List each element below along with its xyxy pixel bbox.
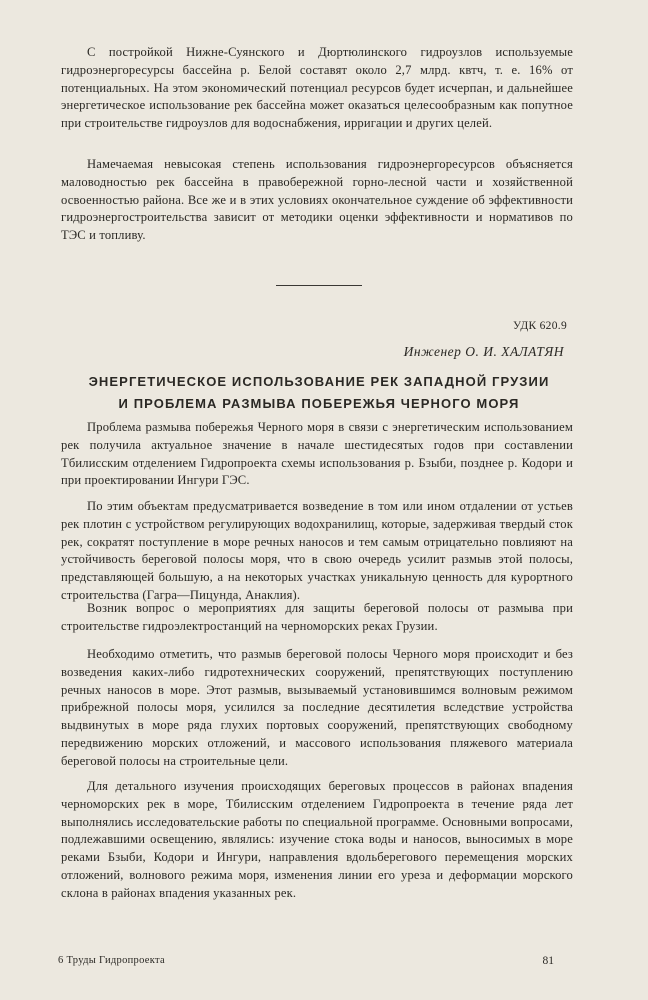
printer-signature: 6 Труды Гидропроекта bbox=[58, 955, 165, 966]
article-paragraph-3 bbox=[61, 600, 573, 636]
paragraph-text: Возник вопрос о мероприятиях для защиты береговой полосы от размыва при строительстве гидроэлектростанций на черноморских реках Грузии. bbox=[61, 601, 573, 633]
intro-paragraph-1 bbox=[61, 44, 573, 133]
article-author: Инженер О. И. ХАЛАТЯН bbox=[403, 344, 564, 359]
udk-code: УДК 620.9 bbox=[513, 320, 567, 332]
paragraph-text: Намечаемая невысокая степень использования гидроэнергоресурсов объясняется маловодностью рек бассейна в правобережной горно-лесной части и хозяйственной освоенностью района. Все же и в этих условиях окончательное суждение об эффективности гидроэнергостроительства зависит от методики оценки эффективности и нормативов по ТЭС и топливу. bbox=[61, 157, 573, 243]
paragraph-text: По этим объектам предусматривается возведение в том или ином отдалении от устьев рек плотин с устройством регулирующих водохранилищ, которые, задерживая твердый сток рек, сократят поступление в море речных наносов и тем самым отрицательно повлияют на устойчивость береговой полосы моря, что в свою очередь усилит размыв этой полосы, представляющей большую, а на некоторых участках уникальную ценность для курортного строительства (Гагра—Пицунда, Анаклия). bbox=[61, 499, 573, 602]
paragraph-text: Проблема размыва побережья Черного моря в связи с энергетическим использованием рек получила актуальное значение в начале шестидесятых годов при составлении Тбилисским отделением Гидропроекта схемы использования р. Бзыби, позднее р. Кодори и при проектировании Ингури ГЭС. bbox=[61, 420, 573, 488]
intro-paragraph-2 bbox=[61, 156, 573, 245]
paragraph-text: Для детального изучения происходящих береговых процессов в районах впадения черноморских рек в море, Тбилисским отделением Гидропроекта в течение ряда лет выполнялись исследовательские работы по специальной программе. Основными вопросами, подлежавшими освещению, являлись: изучение стока воды и наносов, выносимых в море реками Бзыби, Кодори и Ингури, направления вдольберегового перемещения морских отложений, волнового режима моря, изменения линии его уреза и деформации морского склона в районах впадения указанных рек. bbox=[61, 779, 573, 900]
section-divider bbox=[276, 285, 362, 286]
article-paragraph-1 bbox=[61, 419, 573, 490]
article-title bbox=[56, 371, 582, 415]
article-paragraph-2 bbox=[61, 498, 573, 605]
article-paragraph-4 bbox=[61, 646, 573, 771]
title-line-1: ЭНЕРГЕТИЧЕСКОЕ ИСПОЛЬЗОВАНИЕ РЕК ЗАПАДНОЙ ГРУЗИИ bbox=[88, 374, 550, 389]
paragraph-text: С постройкой Нижне-Суянского и Дюртюлинского гидроузлов используемые гидроэнергоресурсы бассейна р. Белой составят около 2,7 млрд. квтч, т. е. 16% от потенциальных. На этом экономический потенциал ресурсов будет исчерпан, и дальнейшее энергетическое использование рек бассейна может оказаться целесообразным как попутное при строительстве гидроузлов для водоснабжения, ирригации и других целей. bbox=[61, 45, 573, 131]
article-paragraph-5 bbox=[61, 778, 573, 903]
page-number: 81 bbox=[542, 955, 554, 967]
title-line-2: И ПРОБЛЕМА РАЗМЫВА ПОБЕРЕЖЬЯ ЧЕРНОГО МОРЯ bbox=[118, 396, 520, 411]
paragraph-text: Необходимо отметить, что размыв береговой полосы Черного моря происходит и без возведения каких-либо гидротехнических сооружений, препятствующих поступлению речных наносов в море. Этот размыв, вызываемый установившимся волновым режимом прибрежной полосы моря, усилился за последние десятилетия вследствие устройства выдвинутых в море ряда глухих портовых сооружений, препятствующих свободному передвижению морских отложений, и массового использования пляжевого материала береговой полосы на строительные цели. bbox=[61, 647, 573, 768]
